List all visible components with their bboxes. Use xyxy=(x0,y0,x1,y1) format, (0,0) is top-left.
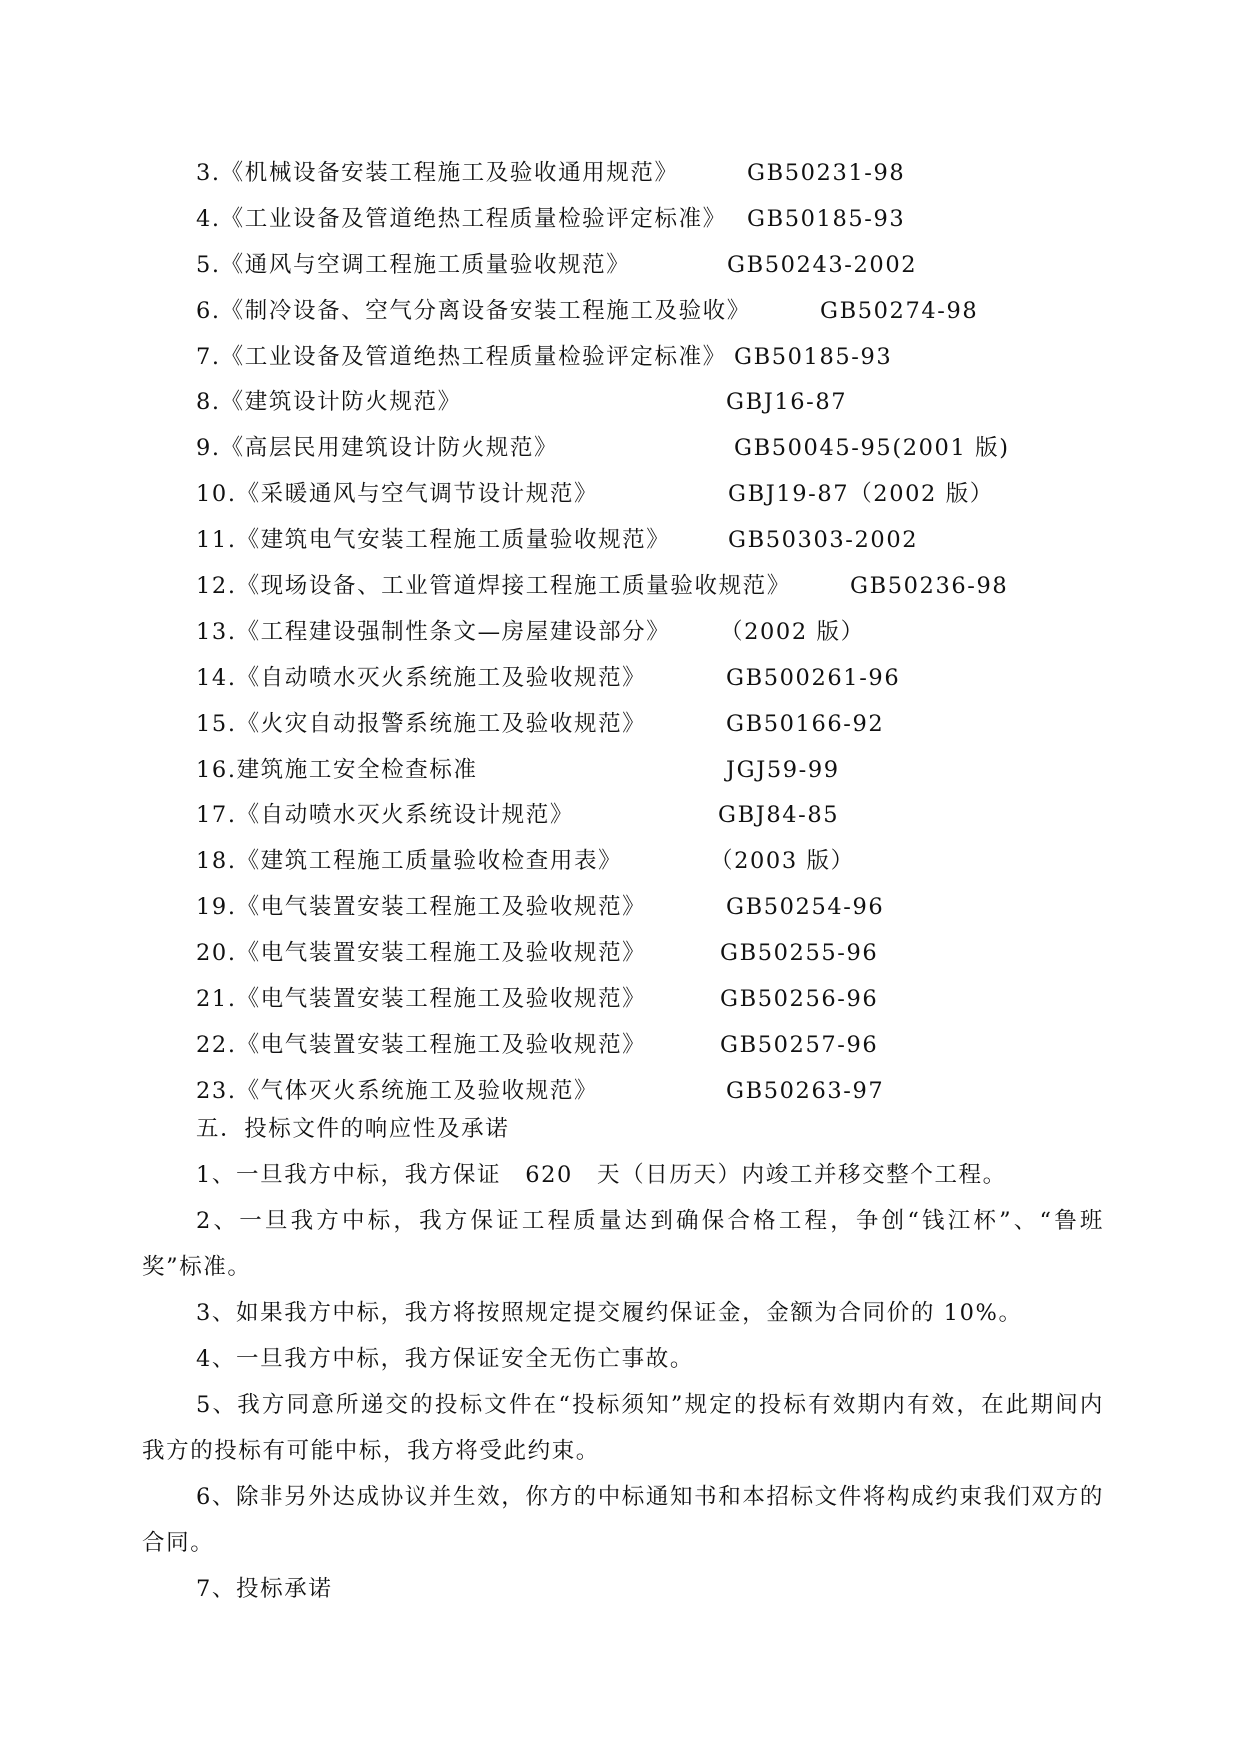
standard-title: 4.《工业设备及管道绝热工程质量检验评定标准》 xyxy=(196,205,727,232)
standard-item xyxy=(196,518,1196,564)
standard-code: JGJ59-99 xyxy=(726,756,840,783)
commitment-paragraph: 4、一旦我方中标，我方保证安全无伤亡事故。 xyxy=(196,1346,694,1372)
standard-code: GB500261-96 xyxy=(726,664,901,691)
standard-code: （2002 版） xyxy=(720,618,865,645)
commitment-paragraph: 6、除非另外达成协议并生效，你方的中标通知书和本招标文件将构成约束我们双方的合同。 xyxy=(142,1484,1104,1556)
standard-title: 7.《工业设备及管道绝热工程质量检验评定标准》 xyxy=(196,343,727,370)
standard-code: GBJ19-87（2002 版） xyxy=(728,481,994,508)
standard-title: 19.《电气装置安装工程施工及验收规范》 xyxy=(196,894,647,921)
standard-code: GB50185-93 xyxy=(734,343,893,370)
standard-code: GB50256-96 xyxy=(720,986,879,1013)
standard-title: 13.《工程建设强制性条文—房屋建设部分》 xyxy=(196,618,671,645)
standard-item xyxy=(196,1023,1196,1069)
standard-code: GB50274-98 xyxy=(820,297,979,324)
standard-code: GB50236-98 xyxy=(850,573,1009,600)
standard-title: 21.《电气装置安装工程施工及验收规范》 xyxy=(196,986,647,1013)
commitments-section xyxy=(142,1106,1104,1612)
standard-title: 5.《通风与空调工程施工质量验收规范》 xyxy=(196,251,631,278)
standard-item xyxy=(196,289,1196,335)
standard-title: 18.《建筑工程施工质量验收检查用表》 xyxy=(196,848,623,875)
commitment-paragraph: 7、投标承诺 xyxy=(196,1576,333,1602)
standard-item xyxy=(196,151,1196,197)
standard-title: 22.《电气装置安装工程施工及验收规范》 xyxy=(196,1031,647,1058)
standard-item xyxy=(196,335,1196,381)
standard-title: 11.《建筑电气安装工程施工质量验收规范》 xyxy=(196,527,671,554)
standard-code: GB50303-2002 xyxy=(728,527,919,554)
standard-title: 6.《制冷设备、空气分离设备安装工程施工及验收》 xyxy=(196,297,751,324)
standard-item xyxy=(196,380,1196,426)
standard-title: 20.《电气装置安装工程施工及验收规范》 xyxy=(196,940,647,967)
standards-list xyxy=(196,151,1196,1115)
standard-title: 14.《自动喷水灭火系统施工及验收规范》 xyxy=(196,664,647,691)
standard-code: GB50166-92 xyxy=(726,710,885,737)
standard-code: GB50257-96 xyxy=(720,1031,879,1058)
standard-item xyxy=(196,610,1196,656)
standard-title: 10.《采暖通风与空气调节设计规范》 xyxy=(196,481,599,508)
standard-title: 8.《建筑设计防火规范》 xyxy=(196,389,462,416)
standard-item xyxy=(196,793,1196,839)
standard-code: GBJ16-87 xyxy=(726,389,848,416)
standard-item xyxy=(196,839,1196,885)
standard-item xyxy=(196,426,1196,472)
standard-code: GB50045-95(2001 版) xyxy=(734,435,1010,462)
standard-code: GB50185-93 xyxy=(747,205,906,232)
standard-item xyxy=(196,885,1196,931)
standard-item xyxy=(196,656,1196,702)
standard-item xyxy=(196,702,1196,748)
standard-item xyxy=(196,472,1196,518)
standard-item xyxy=(196,977,1196,1023)
commitment-paragraph: 2、一旦我方中标，我方保证工程质量达到确保合格工程，争创“钱江杯”、“鲁班奖”标准。 xyxy=(142,1208,1104,1280)
standard-code: GBJ84-85 xyxy=(718,802,840,829)
standard-code: GB50255-96 xyxy=(720,940,879,967)
standard-title: 12.《现场设备、工业管道焊接工程施工质量验收规范》 xyxy=(196,573,791,600)
commitment-paragraph: 1、一旦我方中标，我方保证 620 天（日历天）内竣工并移交整个工程。 xyxy=(196,1162,1007,1188)
standard-title: 17.《自动喷水灭火系统设计规范》 xyxy=(196,802,574,829)
section-heading: 五．投标文件的响应性及承诺 xyxy=(196,1116,510,1142)
standard-item xyxy=(196,564,1196,610)
commitment-paragraph: 5、我方同意所递交的投标文件在“投标须知”规定的投标有效期内有效，在此期间内我方的投标有可能中标，我方将受此约束。 xyxy=(142,1392,1104,1464)
standard-title: 16.建筑施工安全检查标准 xyxy=(196,756,478,783)
standard-item xyxy=(196,197,1196,243)
standard-code: GB50231-98 xyxy=(747,160,906,186)
standard-title: 3.《机械设备安装工程施工及验收通用规范》 xyxy=(196,160,679,186)
standard-code: GB50254-96 xyxy=(726,894,885,921)
standard-item xyxy=(196,931,1196,977)
standard-title: 23.《气体灭火系统施工及验收规范》 xyxy=(196,1077,599,1104)
standard-code: GB50243-2002 xyxy=(727,251,918,278)
standard-item xyxy=(196,748,1196,794)
standard-title: 9.《高层民用建筑设计防火规范》 xyxy=(196,435,559,462)
standard-item xyxy=(196,243,1196,289)
commitment-paragraph: 3、如果我方中标，我方将按照规定提交履约保证金，金额为合同价的 10%。 xyxy=(196,1300,1023,1326)
standard-code: （2003 版） xyxy=(710,848,855,875)
standard-code: GB50263-97 xyxy=(726,1077,885,1104)
standard-title: 15.《火灾自动报警系统施工及验收规范》 xyxy=(196,710,647,737)
